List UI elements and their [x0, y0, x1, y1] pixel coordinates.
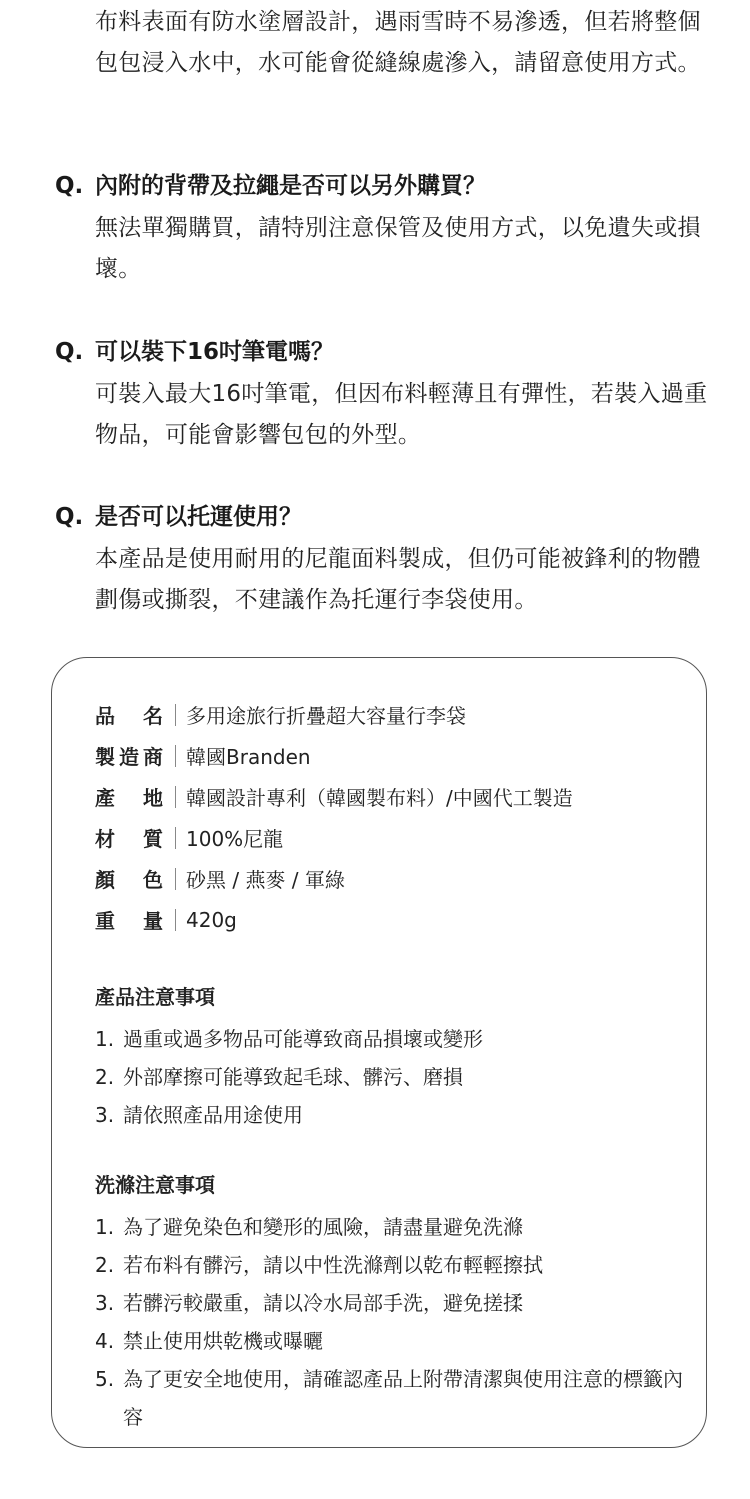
spec-divider — [175, 786, 176, 808]
list-number: 3. — [95, 1291, 115, 1315]
product-notes-list — [95, 1020, 685, 1134]
list-text: 若布料有髒污，請以中性洗滌劑以乾布輕輕擦拭 — [123, 1253, 543, 1277]
list-text: 禁止使用烘乾機或曝曬 — [123, 1329, 323, 1353]
spec-divider — [175, 745, 176, 767]
list-item — [95, 1096, 685, 1134]
spec-divider — [175, 704, 176, 726]
spec-label: 製造商 — [95, 745, 163, 769]
list-item — [95, 1246, 685, 1284]
faq-q-prefix: Q. — [55, 339, 84, 365]
spec-divider — [175, 827, 176, 849]
spec-row-color — [95, 858, 685, 899]
spec-label: 品 名 — [95, 704, 163, 728]
product-notes-section — [95, 978, 685, 1134]
spec-divider — [175, 909, 176, 931]
faq-question — [55, 334, 715, 370]
faq-q-prefix: Q. — [55, 504, 84, 530]
list-item — [95, 1058, 685, 1096]
list-item — [95, 1208, 685, 1246]
list-item — [95, 1020, 685, 1058]
faq-answer: 本產品是使用耐用的尼龍面料製成，但仍可能被鋒利的物體劃傷或撕裂，不建議作為托運行李袋使用。 — [95, 546, 701, 613]
faq-item — [55, 499, 715, 621]
list-number: 4. — [95, 1329, 115, 1353]
spec-label: 顏 色 — [95, 868, 163, 892]
spec-list — [95, 694, 685, 940]
product-notes-title: 產品注意事項 — [95, 985, 215, 1009]
faq-q-prefix: Q. — [55, 173, 84, 199]
wash-notes-list — [95, 1208, 685, 1436]
faq-question-text: 可以裝下16吋筆電嗎？ — [95, 339, 335, 365]
faq-question-text: 是否可以托運使用？ — [95, 504, 302, 530]
list-text: 為了更安全地使用，請確認產品上附帶清潔與使用注意的標籤內容 — [123, 1367, 683, 1429]
spec-row-weight — [95, 899, 685, 940]
list-text: 請依照產品用途使用 — [123, 1103, 303, 1127]
list-item — [95, 1322, 685, 1360]
list-text: 外部摩擦可能導致起毛球、髒污、磨損 — [123, 1065, 463, 1089]
spec-row-origin — [95, 776, 685, 817]
faq-question — [55, 499, 715, 535]
wash-notes-section — [95, 1166, 685, 1436]
spec-label: 材 質 — [95, 827, 163, 851]
spec-divider — [175, 868, 176, 890]
spec-value: 100%尼龍 — [186, 827, 284, 851]
spec-label: 產 地 — [95, 786, 163, 810]
list-text: 為了避免染色和變形的風險，請盡量避免洗滌 — [123, 1215, 523, 1239]
spec-row-manufacturer — [95, 735, 685, 776]
spec-label: 重 量 — [95, 909, 163, 933]
faq-answer: 可裝入最大16吋筆電，但因布料輕薄且有彈性，若裝入過重物品，可能會影響包包的外型。 — [95, 381, 708, 448]
faq-item — [55, 334, 715, 456]
list-number: 1. — [95, 1215, 115, 1239]
spec-value: 多用途旅行折疊超大容量行李袋 — [186, 704, 466, 728]
faq-question-text: 內附的背帶及拉繩是否可以另外購買？ — [95, 173, 486, 199]
list-number: 1. — [95, 1027, 115, 1051]
list-text: 過重或過多物品可能導致商品損壞或變形 — [123, 1027, 483, 1051]
spec-row-name — [95, 694, 685, 735]
list-number: 2. — [95, 1253, 115, 1277]
faq-answer: 無法單獨購買，請特別注意保管及使用方式，以免遺失或損壞。 — [95, 215, 701, 282]
wash-notes-title: 洗滌注意事項 — [95, 1173, 215, 1197]
product-info-card — [51, 657, 707, 1448]
spec-row-material — [95, 817, 685, 858]
list-text: 若髒污較嚴重，請以冷水局部手洗，避免搓揉 — [123, 1291, 523, 1315]
faq-question — [55, 168, 715, 204]
spec-value: 420g — [186, 907, 237, 932]
list-item — [95, 1360, 685, 1436]
list-number: 3. — [95, 1103, 115, 1127]
spec-value: 砂黑 / 燕麥 / 軍綠 — [186, 868, 345, 892]
intro-answer-text: 布料表面有防水塗層設計，遇雨雪時不易滲透，但若將整個包包浸入水中，水可能會從縫線處滲入，請留意使用方式。 — [95, 9, 701, 76]
faq-item — [55, 168, 715, 290]
list-number: 2. — [95, 1065, 115, 1089]
list-item — [95, 1284, 685, 1322]
spec-value: 韓國Branden — [186, 745, 311, 769]
spec-value: 韓國設計專利（韓國製布料）/中國代工製造 — [186, 786, 573, 810]
list-number: 5. — [95, 1367, 115, 1391]
